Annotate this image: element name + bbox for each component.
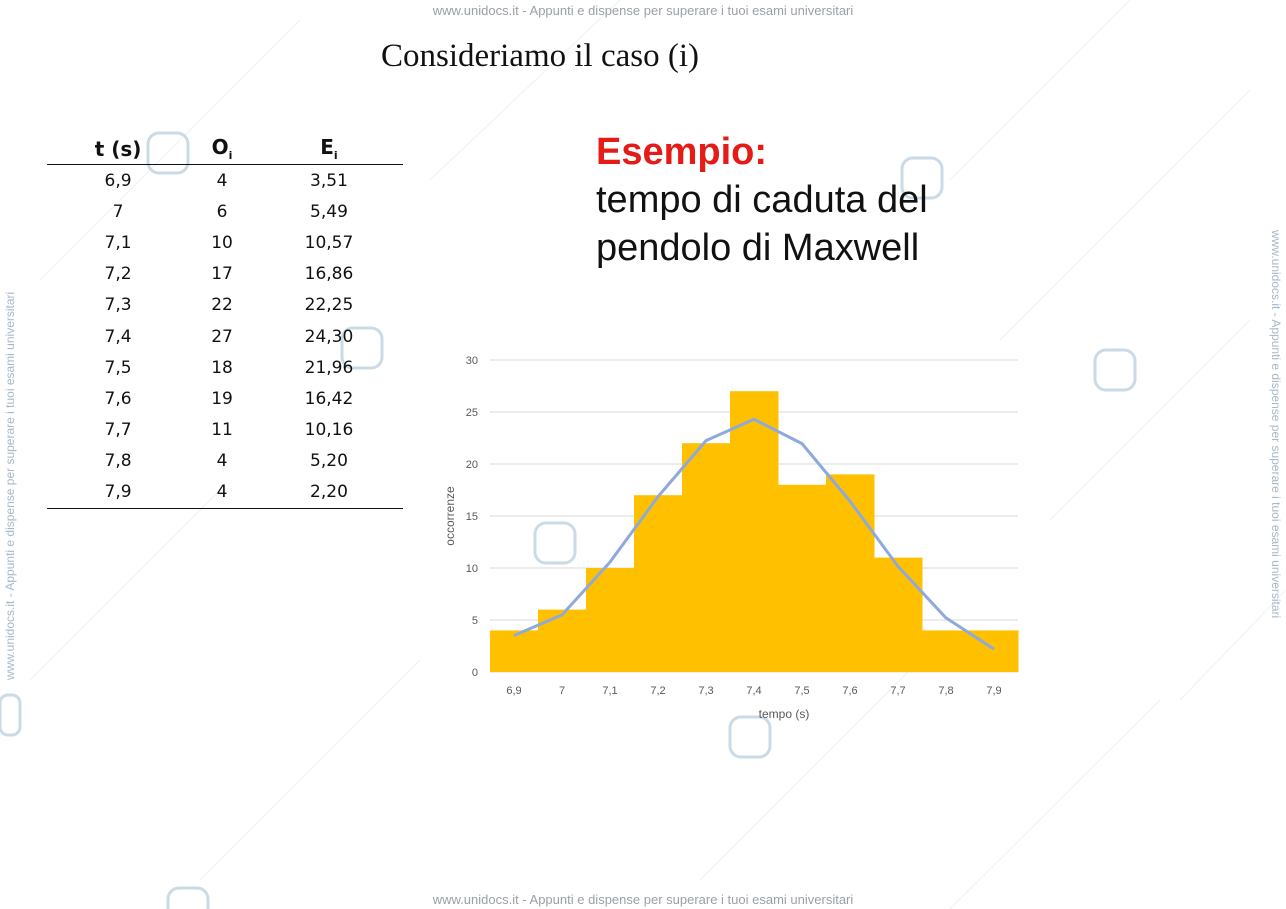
x-tick-label: 7,8 — [938, 685, 954, 697]
y-tick-label: 30 — [465, 355, 478, 367]
header-t: t (s) — [47, 133, 189, 165]
cell-expected: 2,20 — [255, 477, 403, 509]
frequency-table — [47, 133, 403, 509]
cell-observed: 17 — [211, 264, 233, 285]
cell-expected: 5,49 — [310, 201, 348, 222]
example-line-1: tempo di caduta del — [596, 179, 928, 221]
table-body — [47, 165, 403, 509]
unidocs-logo-icon — [0, 695, 20, 735]
cell-expected: 10,16 — [304, 420, 354, 441]
slide-title: Consideriamo il caso (i) — [380, 38, 699, 74]
x-tick-label: 7,4 — [746, 685, 762, 697]
y-tick-label: 25 — [465, 407, 478, 419]
unidocs-logo-icon — [1095, 350, 1135, 390]
table-row — [47, 165, 403, 197]
x-tick-label: 7,6 — [842, 685, 858, 697]
cell-observed: 19 — [211, 388, 233, 409]
bar — [538, 610, 587, 672]
cell-observed: 6 — [216, 201, 228, 222]
table-row — [47, 415, 403, 446]
cell-expected: 22,25 — [304, 295, 354, 316]
y-tick-label: 15 — [465, 511, 478, 523]
table-row — [47, 290, 403, 321]
table-row — [47, 227, 403, 258]
cell-t: 7,9 — [47, 477, 189, 509]
y-axis-label: occorrenze — [443, 486, 457, 546]
watermark-bottom: www.unidocs.it - Appunti e dispense per superare i tuoi esami universitari — [432, 892, 854, 907]
x-tick-label: 7,5 — [794, 685, 810, 697]
header-observed: $O_i$ — [189, 133, 255, 165]
x-tick-label: 7,7 — [890, 685, 906, 697]
cell-observed: 4 — [216, 170, 228, 191]
cell-observed: 10 — [211, 232, 233, 253]
y-tick-label: 0 — [471, 667, 478, 679]
histogram-chart — [438, 340, 1038, 730]
cell-t: 7 — [112, 201, 124, 222]
x-tick-label: 6,9 — [506, 685, 522, 697]
bar — [922, 630, 971, 672]
table-header-row — [47, 133, 403, 165]
cell-expected: 5,20 — [310, 451, 348, 472]
example-heading — [596, 128, 928, 272]
watermark-left: www.unidocs.it - Appunti e dispense per superare i tuoi esami universitari — [3, 291, 17, 680]
bar — [730, 391, 779, 672]
x-tick-label: 7 — [558, 685, 566, 697]
bar — [682, 443, 731, 672]
cell-expected: 16,42 — [304, 388, 354, 409]
bar — [586, 568, 635, 672]
cell-t: 7,4 — [104, 326, 132, 347]
cell-observed: 4 — [216, 451, 228, 472]
table-row — [47, 321, 403, 352]
x-tick-label: 7,1 — [602, 685, 618, 697]
cell-t: 7,6 — [104, 388, 132, 409]
table-row — [47, 259, 403, 290]
bar — [778, 485, 827, 672]
example-label: Esempio: — [596, 131, 768, 173]
bar — [490, 630, 539, 672]
cell-observed: 27 — [211, 326, 233, 347]
cell-t: 7,5 — [104, 357, 132, 378]
table-row — [47, 196, 403, 227]
cell-expected: 21,96 — [304, 357, 354, 378]
table-row — [47, 477, 403, 509]
cell-observed: 18 — [211, 357, 233, 378]
cell-t: 6,9 — [104, 170, 132, 191]
cell-t: 7,8 — [104, 451, 132, 472]
y-tick-label: 20 — [465, 459, 478, 471]
cell-observed: 4 — [189, 477, 255, 509]
cell-expected: 16,86 — [304, 264, 354, 285]
x-tick-label: 7,9 — [986, 685, 1002, 697]
x-axis-label: tempo (s) — [758, 707, 810, 721]
cell-t: 7,7 — [104, 420, 132, 441]
watermark-right: www.unidocs.it - Appunti e dispense per superare i tuoi esami universitari — [1269, 230, 1283, 619]
table-row — [47, 446, 403, 477]
cell-t: 7,3 — [104, 295, 132, 316]
table-row — [47, 383, 403, 414]
header-expected: $E_i$ — [255, 133, 403, 165]
table-row — [47, 352, 403, 383]
example-line-2: pendolo di Maxwell — [596, 227, 920, 269]
y-tick-label: 5 — [471, 615, 478, 627]
bar — [874, 558, 923, 672]
cell-expected: 10,57 — [304, 232, 354, 253]
cell-expected: 3,51 — [310, 170, 348, 191]
cell-t: 7,1 — [104, 232, 132, 253]
cell-t: 7,2 — [104, 264, 132, 285]
cell-observed: 22 — [211, 295, 233, 316]
cell-observed: 11 — [211, 420, 233, 441]
y-tick-label: 10 — [465, 563, 478, 575]
cell-expected: 24,30 — [304, 326, 354, 347]
x-tick-label: 7,2 — [650, 685, 666, 697]
watermark-top: www.unidocs.it - Appunti e dispense per superare i tuoi esami universitari — [432, 3, 854, 18]
x-tick-label: 7,3 — [698, 685, 714, 697]
